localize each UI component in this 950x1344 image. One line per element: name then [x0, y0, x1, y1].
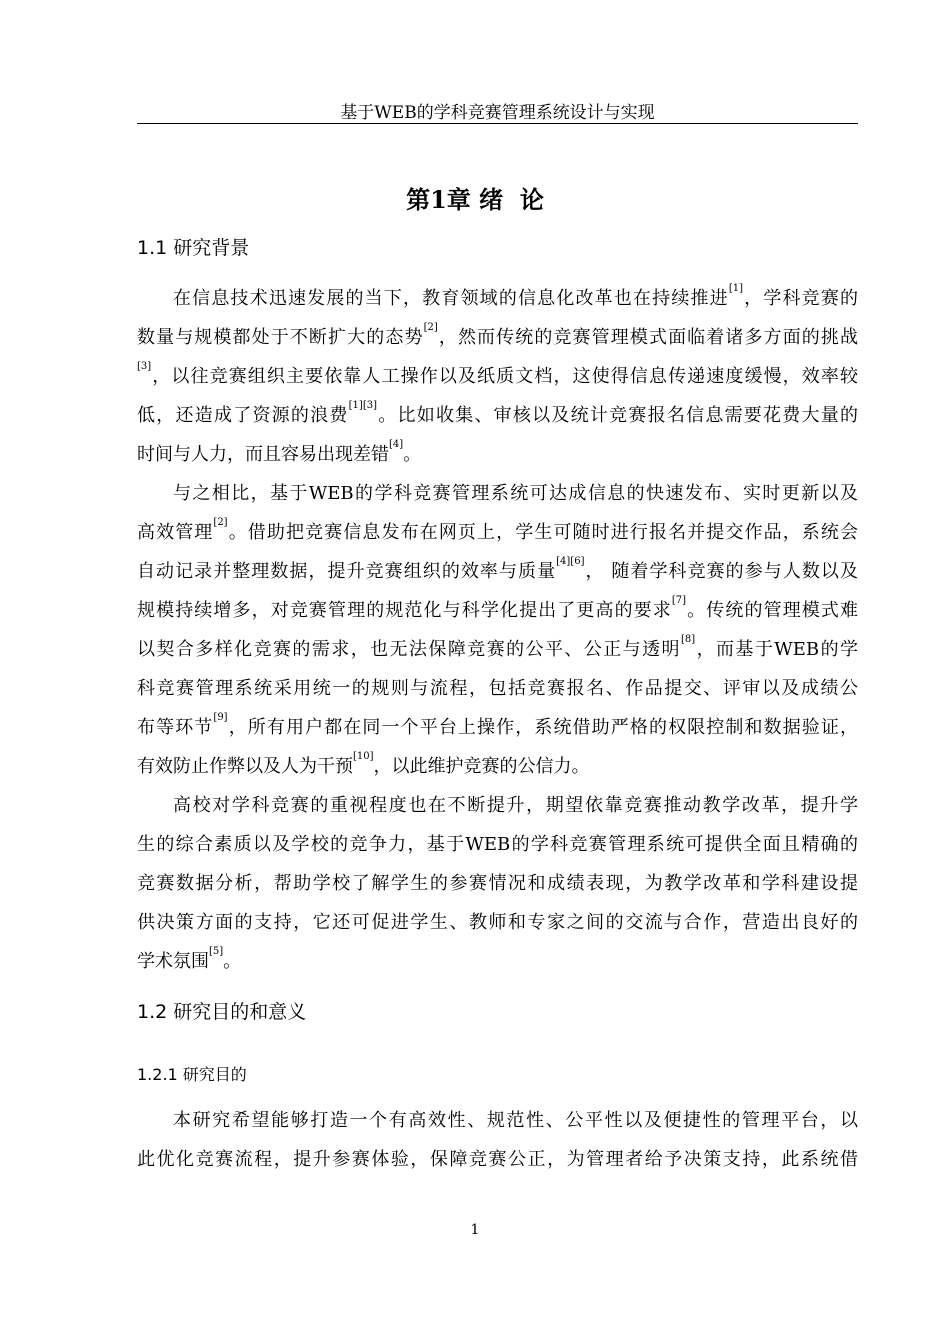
citation: [7]: [671, 595, 687, 606]
text-run: 数量与规模都处于不断扩大的态势: [137, 327, 424, 348]
section-heading-1-1: 1.1 研究背景: [137, 237, 250, 259]
text-line: [137, 786, 858, 825]
text-line: [137, 903, 858, 942]
text-line: [137, 474, 858, 513]
text-line: [137, 552, 858, 591]
text-run: 。: [403, 444, 422, 465]
text-run: 此优化竞赛流程，提升参赛体验，保障竞赛公正，为管理者给予决策支持，此系统借: [137, 1149, 858, 1170]
text-run: 。比如收集、审核以及统计竞赛报名信息需要花费大量的: [377, 405, 858, 426]
text-line: [137, 435, 858, 474]
text-run: 。借助把竞赛信息发布在网页上，学生可随时进行报名并提交作品，系统会: [227, 522, 858, 543]
text-run: ，而基于WEB的学: [695, 639, 858, 660]
text-run: 竞赛数据分析，帮助学校了解学生的参赛情况和成绩表现，为教学改革和学科建设提: [137, 873, 858, 894]
text-line: [137, 747, 858, 786]
text-run: 时间与人力，而且容易出现差错: [137, 444, 389, 465]
citation: [8]: [680, 634, 696, 645]
running-header: 基于WEB的学科竞赛管理系统设计与实现: [340, 103, 655, 123]
citation: [1]: [728, 283, 743, 294]
text-run: 生的综合素质以及学校的竞争力，基于WEB的学科竞赛管理系统可提供全面且精确的: [137, 834, 858, 855]
text-run: 高效管理: [137, 522, 214, 543]
text-run: ， 随着学科竞赛的参与人数以及: [584, 561, 858, 582]
text-run: ，以此维护竞赛的公信力。: [373, 756, 590, 777]
text-line: [137, 669, 858, 708]
text-run: 学术氛围: [137, 951, 209, 972]
subsection-heading-1-2-1: 1.2.1 研究目的: [137, 1065, 247, 1084]
text-line: [137, 825, 858, 864]
text-run: 本研究希望能够打造一个有高效性、规范性、公平性以及便捷性的管理平台，以: [173, 1110, 858, 1131]
text-run: 规模持续增多，对竞赛管理的规范化与科学化提出了更高的要求: [137, 600, 672, 621]
citation: [10]: [353, 751, 374, 762]
text-line: [137, 396, 858, 435]
citation: [2]: [213, 517, 228, 528]
text-line: [137, 864, 858, 903]
body-text-1-1: [137, 279, 858, 981]
text-run: 低，还造成了资源的浪费: [137, 405, 349, 426]
chapter-title: 第1章 绪 论: [406, 185, 544, 214]
citation: [4][6]: [556, 556, 585, 567]
text-line: [137, 708, 858, 747]
header-rule: [137, 123, 858, 124]
text-run: 自动记录并整理数据，提升竞赛组织的效率与质量: [137, 561, 557, 582]
text-run: 在信息技术迅速发展的当下，教育领域的信息化改革也在持续推进: [173, 288, 729, 309]
citation: [2]: [423, 322, 438, 333]
text-run: 供决策方面的支持，它还可促进学生、教师和专家之间的交流与合作，营造出良好的: [137, 912, 858, 933]
citation: [5]: [209, 946, 224, 957]
text-run: 。传统的管理模式难: [686, 600, 858, 621]
citation: [1][3]: [348, 400, 377, 411]
text-run: 。: [223, 951, 242, 972]
text-run: ，然而传统的竞赛管理模式面临着诸多方面的挑战: [437, 327, 858, 348]
body-text-1-2-1: [137, 1101, 858, 1179]
citation: [4]: [389, 439, 404, 450]
text-line: [137, 279, 858, 318]
text-run: ，所有用户都在同一个平台上操作，系统借助严格的权限控制和数据验证，: [227, 717, 858, 738]
text-run: 有效防止作弊以及人为干预: [137, 756, 353, 777]
text-line: [137, 1140, 858, 1179]
text-line: [137, 357, 858, 396]
text-line: [137, 591, 858, 630]
citation: [9]: [213, 712, 228, 723]
text-run: 科竞赛管理系统采用统一的规则与流程，包括竞赛报名、作品提交、评审以及成绩公: [137, 678, 858, 699]
text-line: [137, 513, 858, 552]
text-line: [137, 318, 858, 357]
text-line: [137, 630, 858, 669]
text-run: 与之相比，基于WEB的学科竞赛管理系统可达成信息的快速发布、实时更新以及: [173, 483, 858, 504]
text-line: [137, 942, 858, 981]
section-heading-1-2: 1.2 研究目的和意义: [137, 1001, 307, 1023]
text-run: ，学科竞赛的: [743, 288, 858, 309]
citation: [3]: [137, 361, 152, 372]
page-number: 1: [470, 1222, 480, 1238]
text-run: 高校对学科竞赛的重视程度也在不断提升，期望依靠竞赛推动教学改革，提升学: [173, 795, 858, 816]
text-run: 布等环节: [137, 717, 214, 738]
text-run: 以契合多样化竞赛的需求，也无法保障竞赛的公平、公正与透明: [137, 639, 681, 660]
text-line: [137, 1101, 858, 1140]
text-run: ，以往竞赛组织主要依靠人工操作以及纸质文档，这使得信息传递速度缓慢，效率较: [151, 366, 858, 387]
